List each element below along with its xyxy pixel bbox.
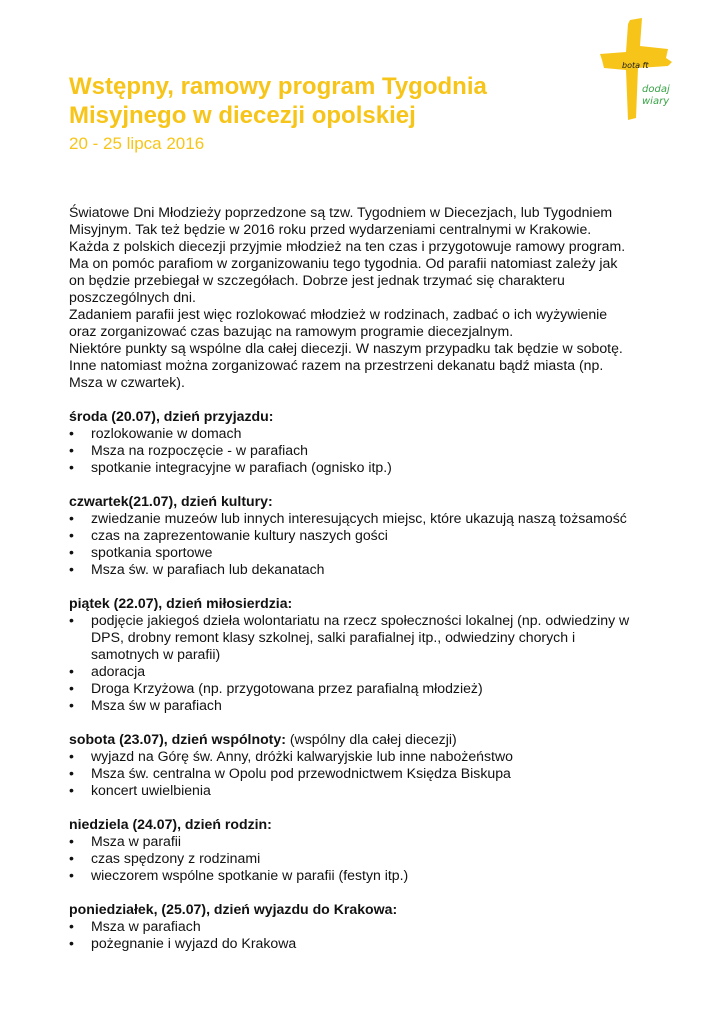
- day-heading: [69, 731, 669, 748]
- list-item: [69, 680, 669, 697]
- day-heading: [69, 408, 669, 425]
- list-item-text: Msza św. centralna w Opolu pod przewodnictwem Księdza Biskupa: [91, 765, 511, 781]
- bullet-icon: •: [69, 918, 74, 934]
- bullet-icon: •: [69, 697, 74, 713]
- intro-line: Światowe Dni Młodzieży poprzedzone są tzw. Tygodniem w Diecezjach, lub Tygodniem: [69, 204, 613, 220]
- bullet-icon: •: [69, 850, 74, 866]
- bullet-icon: •: [69, 680, 74, 696]
- day-section: [69, 493, 669, 578]
- list-item: [69, 527, 669, 544]
- page-title: [69, 72, 487, 130]
- day-items: [69, 918, 669, 952]
- logo-text-bottom: wiary: [642, 96, 670, 107]
- bullet-icon: •: [69, 544, 74, 560]
- bullet-icon: •: [69, 425, 74, 441]
- intro-line: poszczególnych dni.: [69, 289, 196, 305]
- bullet-icon: •: [69, 561, 74, 577]
- intro-line: on będzie przebiegał w szczegółach. Dobrze jest jednak trzymać się charakteru: [69, 272, 565, 288]
- day-section: [69, 901, 669, 952]
- day-title: piątek (22.07), dzień miłosierdzia:: [69, 595, 293, 611]
- list-item: [69, 561, 669, 578]
- bullet-icon: •: [69, 833, 74, 849]
- list-item-text: wieczorem wspólne spotkanie w parafii (festyn itp.): [91, 867, 409, 883]
- list-item: [69, 612, 669, 663]
- list-item: [69, 867, 669, 884]
- list-item: [69, 510, 669, 527]
- list-item-text: Droga Krzyżowa (np. przygotowana przez parafialną młodzież): [91, 680, 483, 696]
- list-item: [69, 459, 669, 476]
- list-item-text: zwiedzanie muzeów lub innych interesujących miejsc, które ukazują naszą tożsamość: [91, 510, 627, 526]
- list-item: [69, 833, 669, 850]
- document-body: [69, 204, 669, 952]
- day-heading: [69, 595, 669, 612]
- day-title: sobota (23.07), dzień wspólnoty:: [69, 731, 286, 747]
- list-item: [69, 442, 669, 459]
- day-section: [69, 595, 669, 714]
- list-item-text: pożegnanie i wyjazd do Krakowa: [91, 935, 297, 951]
- list-item-text: Msza św. w parafiach lub dekanatach: [91, 561, 325, 577]
- intro-line: Inne natomiast można zorganizować razem na przestrzeni dekanatu bądź miasta (np.: [69, 357, 604, 373]
- list-item-text: rozlokowanie w domach: [91, 425, 242, 441]
- list-item: [69, 663, 669, 680]
- list-item: [69, 850, 669, 867]
- date-range: 20 - 25 lipca 2016: [69, 134, 205, 153]
- bullet-icon: •: [69, 527, 74, 543]
- bullet-icon: •: [69, 935, 74, 951]
- day-items: [69, 612, 669, 714]
- day-items: [69, 833, 669, 884]
- bullet-icon: •: [69, 765, 74, 781]
- bullet-icon: •: [69, 612, 74, 628]
- logo-text-middle: dodaj: [642, 84, 670, 95]
- list-item-text: czas spędzony z rodzinami: [91, 850, 261, 866]
- list-item-text: spotkanie integracyjne w parafiach (ognisko itp.): [91, 459, 392, 475]
- list-item: [69, 765, 669, 782]
- list-item: [69, 782, 669, 799]
- day-items: [69, 425, 669, 476]
- logo-text-top: bota ft: [622, 61, 649, 70]
- bullet-icon: •: [69, 748, 74, 764]
- title-line-2: Misyjnego w diecezji opolskiej: [69, 102, 416, 129]
- list-item-text: spotkania sportowe: [91, 544, 213, 560]
- list-item-text: samotnych w parafii): [91, 646, 221, 662]
- day-heading: [69, 493, 669, 510]
- list-item: [69, 697, 669, 714]
- day-items: [69, 748, 669, 799]
- list-item-text: Msza w parafiach: [91, 918, 201, 934]
- list-item: [69, 425, 669, 442]
- bullet-icon: •: [69, 510, 74, 526]
- list-item-text: wyjazd na Górę św. Anny, dróżki kalwaryjskie lub inne nabożeństwo: [91, 748, 513, 764]
- day-title: środa (20.07), dzień przyjazdu:: [69, 408, 274, 424]
- bullet-icon: •: [69, 442, 74, 458]
- intro-paragraph: [69, 204, 669, 391]
- list-item-text: DPS, drobny remont klasy szkolnej, salki parafialnej itp., odwiedziny chorych i: [91, 629, 576, 645]
- list-item: [69, 748, 669, 765]
- list-item: [69, 544, 669, 561]
- list-item-text: koncert uwielbienia: [91, 782, 211, 798]
- day-title: czwartek(21.07), dzień kultury:: [69, 493, 273, 509]
- intro-line: Zadaniem parafii jest więc rozlokować młodzież w rodzinach, zadbać o ich wyżywienie: [69, 306, 608, 322]
- day-title: poniedziałek, (25.07), dzień wyjazdu do Krakowa:: [69, 901, 398, 917]
- day-note: (wspólny dla całej diecezji): [285, 731, 457, 747]
- bullet-icon: •: [69, 663, 74, 679]
- list-item-text: czas na zaprezentowanie kultury naszych gości: [91, 527, 388, 543]
- intro-line: Misyjnym. Tak też będzie w 2016 roku przed wydarzeniami centralnymi w Krakowie.: [69, 221, 592, 237]
- day-items: [69, 510, 669, 578]
- intro-line: Ma on pomóc parafiom w zorganizowaniu tego tygodnia. Od parafii natomiast zależy jak: [69, 255, 618, 271]
- intro-line: Każda z polskich diecezji przyjmie młodzież na ten czas i przygotowuje ramowy program.: [69, 238, 626, 254]
- bullet-icon: •: [69, 867, 74, 883]
- list-item: [69, 935, 669, 952]
- title-line-1: Wstępny, ramowy program Tygodnia: [69, 73, 487, 100]
- day-title: niedziela (24.07), dzień rodzin:: [69, 816, 272, 832]
- intro-line: Niektóre punkty są wspólne dla całej diecezji. W naszym przypadku tak będzie w sobotę.: [69, 340, 623, 356]
- cross-logo: [596, 16, 674, 122]
- day-heading: [69, 816, 669, 833]
- list-item-text: podjęcie jakiegoś dzieła wolontariatu na rzecz społeczności lokalnej (np. odwiedziny w: [91, 612, 630, 628]
- list-item-text: Msza w parafii: [91, 833, 182, 849]
- intro-line: oraz zorganizować czas bazując na ramowym programie diecezjalnym.: [69, 323, 514, 339]
- bullet-icon: •: [69, 459, 74, 475]
- bullet-icon: •: [69, 782, 74, 798]
- list-item-text: Msza św w parafiach: [91, 697, 222, 713]
- day-section: [69, 408, 669, 476]
- list-item-text: Msza na rozpoczęcie - w parafiach: [91, 442, 308, 458]
- cross-icon: [596, 16, 674, 122]
- schedule: [69, 408, 669, 952]
- day-section: [69, 816, 669, 884]
- list-item: [69, 918, 669, 935]
- day-section: [69, 731, 669, 799]
- list-item-text: adoracja: [91, 663, 146, 679]
- day-heading: [69, 901, 669, 918]
- intro-line: Msza w czwartek).: [69, 374, 185, 390]
